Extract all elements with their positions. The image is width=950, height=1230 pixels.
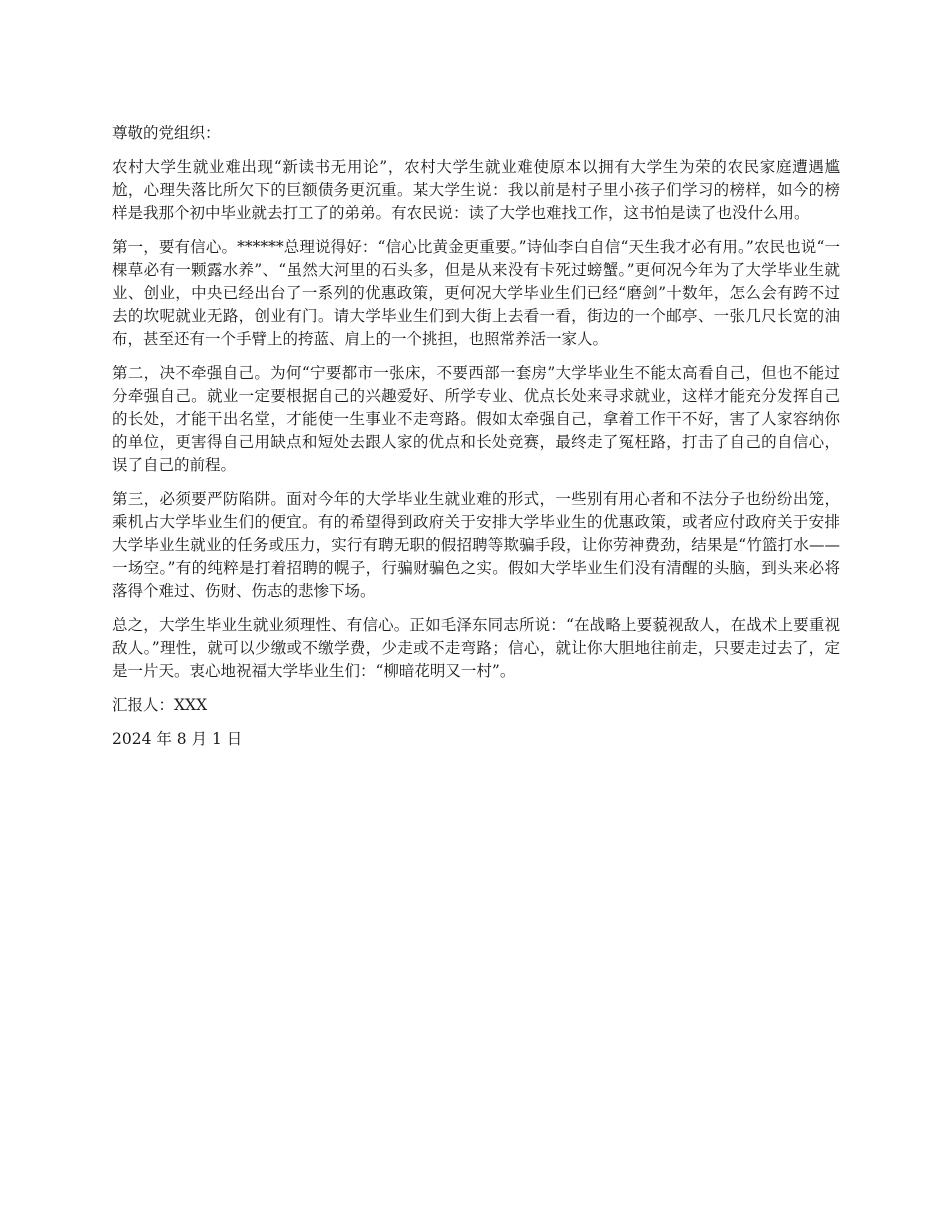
paragraph-third-point: 第三，必须要严防陷阱。面对今年的大学毕业生就业难的形式，一些别有用心者和不法分子也纷纷出笼，乘机占大学毕业生们的便宜。有的希望得到政府关于安排大学毕业生的优惠政策，或者应付政府关于安排大学毕业生就业的任务或压力，实行有聘无职的假招聘等欺骗手段，让你劳神费劲，结果是“竹篮打水—— 一场空。”有的纯粹是打着招聘的幌子，行骗财骗色之实。假如大学毕业生们没有清醒的头脑，到头来必将落得个难过、伤财、伤志的悲惨下场。: [112, 490, 840, 600]
document-body: [112, 122, 840, 762]
date-line: 2024 年 8 月 1 日: [112, 730, 243, 748]
salutation: 尊敬的党组织：: [112, 124, 221, 142]
reporter-line: 汇报人：XXX: [112, 696, 208, 714]
paragraph-second-point: 第二，决不牵强自己。为何“宁要都市一张床，不要西部一套房”大学毕业生不能太高看自己，但也不能过分牵强自己。就业一定要根据自己的兴趣爱好、所学专业、优点长处来寻求就业，这样才能充分发挥自己的长处，才能干出名堂，才能使一生事业不走弯路。假如太牵强自己，拿着工作干不好，害了人家容纳你的单位，更害得自己用缺点和短处去跟人家的优点和长处竞赛，最终走了冤枉路，打击了自己的自信心，误了自己的前程。: [112, 364, 840, 474]
paragraph-conclusion: 总之，大学生毕业生就业须理性、有信心。正如毛泽东同志所说：“在战略上要藐视敌人，在战术上要重视敌人。”理性，就可以少缴或不缴学费，少走或不走弯路；信心，就让你大胆地往前走，只要走过去了，定是一片天。衷心地祝福大学毕业生们：“柳暗花明又一村”。: [112, 616, 840, 680]
paragraph-first-point: 第一，要有信心。******总理说得好：“信心比黄金更重要。”诗仙李白自信“天生我才必有用。”农民也说“一棵草必有一颗露水养”、“虽然大河里的石头多，但是从来没有卡死过螃蟹。”更何况今年为了大学毕业生就业、创业，中央已经出台了一系列的优惠政策，更何况大学毕业生们已经“磨剑”十数年，怎么会有跨不过去的坎呢就业无路，创业有门。请大学毕业生们到大街上去看一看，街边的一个邮亭、一张几尺长宽的油布，甚至还有一个手臂上的挎蓝、肩上的一个挑担，也照常养活一家人。: [112, 238, 840, 348]
paragraph-intro: 农村大学生就业难出现“新读书无用论”，农村大学生就业难使原本以拥有大学生为荣的农民家庭遭遇尴尬，心理失落比所欠下的巨额债务更沉重。某大学生说：我以前是村子里小孩子们学习的榜样，如今的榜样是我那个初中毕业就去打工了的弟弟。有农民说：读了大学也难找工作，这书怕是读了也没什么用。: [112, 158, 840, 222]
